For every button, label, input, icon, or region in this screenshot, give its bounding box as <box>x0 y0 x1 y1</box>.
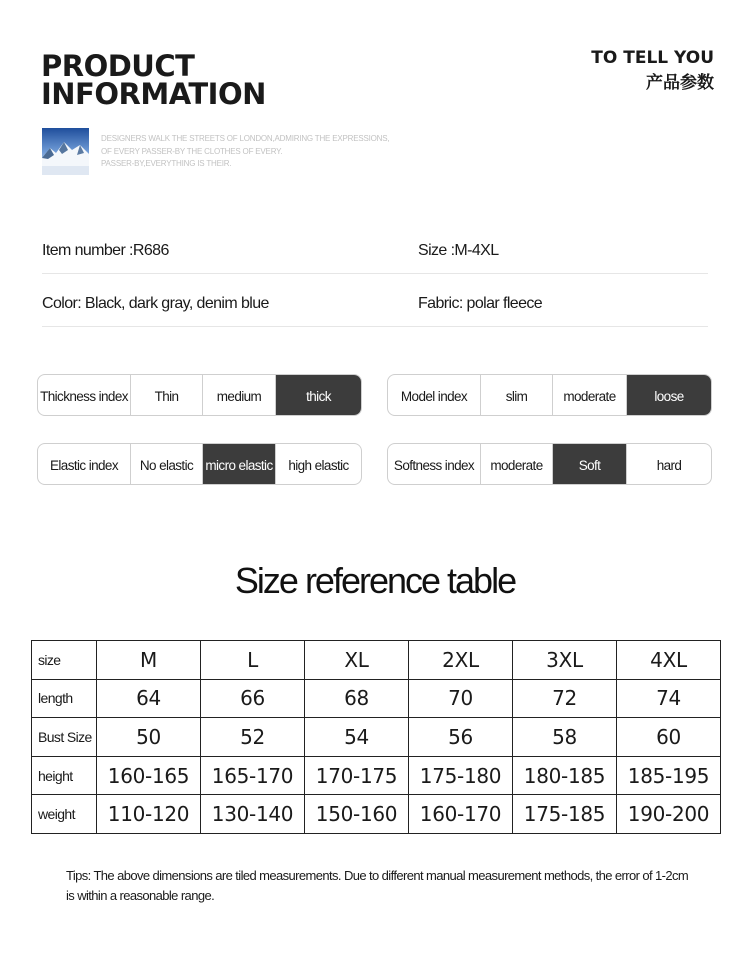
table-cell: 74 <box>617 679 721 718</box>
table-cell: 64 <box>97 679 201 718</box>
table-cell: 190-200 <box>617 795 721 834</box>
table-cell: XL <box>305 641 409 680</box>
table-cell: 60 <box>617 718 721 757</box>
table-cell: 175-185 <box>513 795 617 834</box>
table-cell: 2XL <box>409 641 513 680</box>
table-cell: 130-140 <box>201 795 305 834</box>
table-cell: 170-175 <box>305 756 409 795</box>
option-thick: thick <box>276 375 361 415</box>
title-line-information: INFORMATION <box>41 77 266 111</box>
elastic-index-scale <box>37 443 362 485</box>
table-cell: 68 <box>305 679 409 718</box>
info-row-item-size <box>42 230 708 274</box>
tagline-line-3: PASSER-BY,EVERYTHING IS THEIR. <box>101 159 232 168</box>
size-reference-table <box>31 640 721 834</box>
info-row-color-fabric <box>42 283 708 327</box>
color-info: Color: Black, dark gray, denim blue <box>42 295 269 312</box>
table-cell: 160-170 <box>409 795 513 834</box>
table-cell: 175-180 <box>409 756 513 795</box>
option-micro-elastic: micro elastic <box>203 444 276 484</box>
table-cell: 160-165 <box>97 756 201 795</box>
elastic-index-label: Elastic index <box>38 444 131 484</box>
table-row <box>32 756 721 795</box>
tagline-line-2: OF EVERY PASSER-BY THE CLOTHES OF EVERY. <box>101 146 283 156</box>
option-no-elastic: No elastic <box>131 444 203 484</box>
option-soft: Soft <box>553 444 627 484</box>
option-slim: slim <box>481 375 553 415</box>
thickness-index-scale <box>37 374 362 416</box>
table-cell: 3XL <box>513 641 617 680</box>
softness-index-scale <box>387 443 712 485</box>
header-right <box>591 46 714 96</box>
table-cell: 110-120 <box>97 795 201 834</box>
option-hard: hard <box>656 457 682 473</box>
table-cell: L <box>201 641 305 680</box>
tagline-line-1: DESIGNERS WALK THE STREETS OF LONDON,ADMIRING THE EXPRESSIONS, <box>101 134 390 143</box>
table-row <box>32 718 721 757</box>
table-cell: 54 <box>305 718 409 757</box>
table-cell: 4XL <box>617 641 721 680</box>
page-title <box>41 49 266 111</box>
table-cell: 52 <box>201 718 305 757</box>
model-index-scale <box>387 374 712 416</box>
table-cell: weight <box>32 795 97 834</box>
table-cell: 58 <box>513 718 617 757</box>
table-cell: 66 <box>201 679 305 718</box>
table-cell: 50 <box>97 718 201 757</box>
table-cell: 150-160 <box>305 795 409 834</box>
table-cell: 70 <box>409 679 513 718</box>
option-high-elastic: high elastic <box>288 457 349 473</box>
item-number: Item number :R686 <box>42 242 169 259</box>
size-table-title: Size reference table <box>234 560 516 601</box>
fabric-info: Fabric: polar fleece <box>418 295 543 312</box>
table-cell: 56 <box>409 718 513 757</box>
title-line-product: PRODUCT <box>41 49 195 83</box>
table-cell: size <box>32 641 97 680</box>
option-medium: medium <box>203 375 276 415</box>
table-cell: 185-195 <box>617 756 721 795</box>
table-cell: 180-185 <box>513 756 617 795</box>
tagline <box>101 133 441 171</box>
size-range: Size :M-4XL <box>418 242 499 259</box>
chinese-params-label: 产品参数 <box>646 73 714 93</box>
softness-index-label: Softness index <box>388 444 481 484</box>
table-header-row <box>32 641 721 680</box>
option-moderate: moderate <box>553 375 627 415</box>
model-index-label: Model index <box>388 375 481 415</box>
table-cell: 72 <box>513 679 617 718</box>
table-row <box>32 679 721 718</box>
table-cell: M <box>97 641 201 680</box>
table-cell: height <box>32 756 97 795</box>
option-thin: Thin <box>131 375 203 415</box>
tips-note: Tips: The above dimensions are tiled measurements. Due to different manual measurement methods, the error of 1-2cm is within a reasonable range. <box>66 868 689 903</box>
table-cell: Bust Size <box>32 718 97 757</box>
table-row <box>32 795 721 834</box>
table-cell: length <box>32 679 97 718</box>
option-moderate-soft: moderate <box>481 444 553 484</box>
table-cell: 165-170 <box>201 756 305 795</box>
mountain-thumbnail <box>42 128 89 175</box>
thickness-index-label: Thickness index <box>38 375 131 415</box>
to-tell-you-label: TO TELL YOU <box>591 48 714 68</box>
option-loose: loose <box>627 375 711 415</box>
